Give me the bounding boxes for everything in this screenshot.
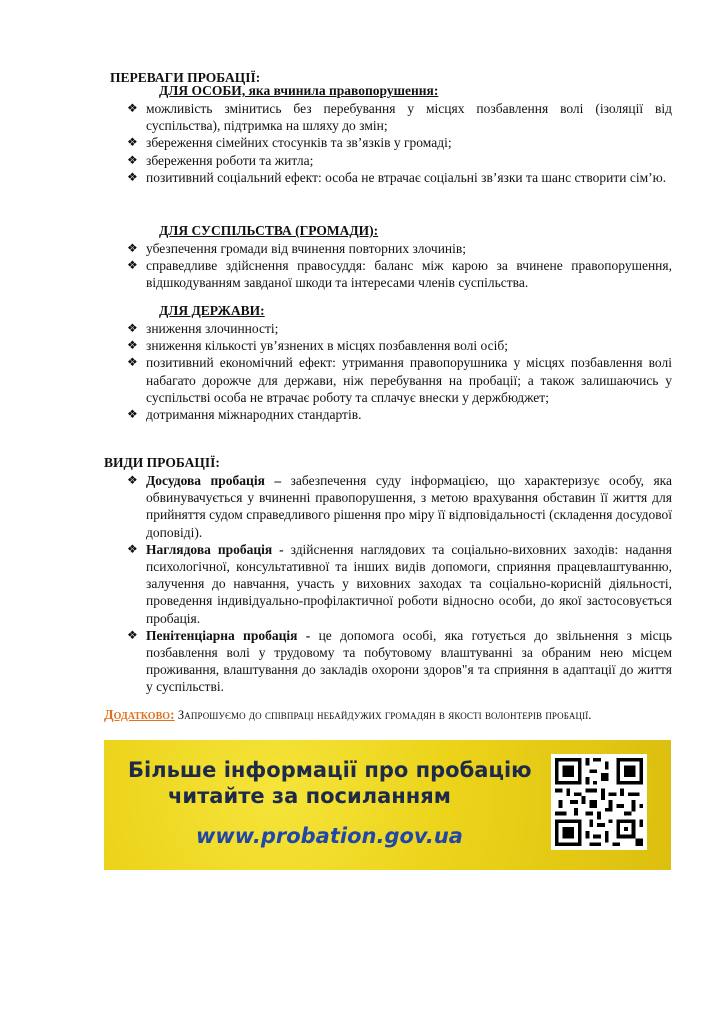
list-item: ❖ Пенітенціарна пробація - це допомога особі, яка готується до звільнення з місць позбавлення волі у трудовому та побутовому влаштуванні за обраним нею місцем проживання, влаштування до закладів охорони здоров"я та сприяння в адаптації до життя у суспільстві. [127, 627, 672, 695]
diamond-bullet-icon: ❖ [127, 169, 138, 184]
list-item: ❖ позитивний соціальний ефект: особа не втрачає соціальні зв’язки та шанс створити сім’ю. [127, 169, 667, 185]
list-item: ❖ Наглядова пробація - здійснення наглядових та соціально-виховних заходів: надання психологічної, консультативної та інших видів допомоги, сприяння працевлаштуванню, залучення до навчання, участь у виховних заходах та соціально-корисній діяльності, проведення індивідуально-профілактичної роботи відносно особи, до якої застосовується пробація. [127, 541, 672, 626]
diamond-bullet-icon: ❖ [127, 627, 138, 642]
person-subtitle: ДЛЯ ОСОБИ, яка вчинила правопорушення: [159, 83, 439, 98]
society-subtitle: ДЛЯ СУСПІЛЬСТВА (ГРОМАДИ): [159, 223, 379, 238]
qr-code-icon[interactable] [551, 754, 647, 850]
probation-website-link[interactable]: www.probation.gov.ua [196, 824, 463, 848]
list-item: ❖ справедливе здійснення правосуддя: баланс між карою за вчинене правопорушення, відшкодуванням завданої шкоди та інтересами членів суспільства. [127, 258, 672, 291]
diamond-bullet-icon: ❖ [127, 355, 138, 370]
list-item: ❖ збереження сімейних стосунків та зв’язків у громаді; [127, 135, 452, 151]
list-item: ❖ позитивний економічний ефект: утримання правопорушника у місцях позбавлення волі набагато дорожче для держави, ніж перебування на пробації; а також залишаючись у суспільстві особа не втрачає роботу та сплачує внески у держбюджет; [127, 355, 672, 405]
diamond-bullet-icon: ❖ [127, 152, 138, 167]
probation-types-list [124, 472, 672, 696]
banner-line-1: Більше інформації про пробацію [128, 758, 532, 782]
list-item: ❖ зниження злочинності; [127, 321, 279, 336]
additional-label: Додатково: [104, 708, 175, 723]
list-item: ❖ Досудова пробація – забезпечення суду інформацією, що характеризує особу, яка обвинувачується у вчиненні правопорушення, з метою врахування обставин її життя для прийняття судом справедливого рішення про міру її відповідальності (складення досудової доповіді). [127, 473, 673, 540]
diamond-bullet-icon: ❖ [127, 541, 138, 556]
list-item: ❖ убезпечення громади від вчинення повторних злочинів; [127, 241, 467, 256]
society-benefits-list [124, 240, 672, 292]
list-item: ❖ збереження роботи та житла; [127, 152, 314, 168]
person-benefits-list [124, 100, 672, 186]
state-subtitle: ДЛЯ ДЕРЖАВИ: [159, 303, 265, 318]
list-item: ❖ зниження кількості ув’язнених в місцях позбавлення волі осіб; [127, 338, 508, 354]
diamond-bullet-icon: ❖ [127, 338, 138, 353]
diamond-bullet-icon: ❖ [127, 241, 138, 255]
diamond-bullet-icon: ❖ [127, 473, 138, 487]
list-item: ❖ можливість змінитись без перебування у місцях позбавлення волі (ізоляції від суспільства), підтримка на шляху до змін; [127, 101, 672, 134]
diamond-bullet-icon: ❖ [127, 258, 138, 273]
diamond-bullet-icon: ❖ [127, 135, 138, 150]
info-banner [104, 740, 671, 870]
diamond-bullet-icon: ❖ [127, 101, 138, 115]
types-title: ВИДИ ПРОБАЦІЇ: [104, 455, 220, 470]
state-benefits-list [124, 320, 672, 423]
banner-line-2: читайте за посиланням [168, 784, 451, 808]
diamond-bullet-icon: ❖ [127, 407, 138, 422]
volunteer-invitation: Додатково: Запрошуємо до співпраці небайдужих громадян в якості волонтерів пробації. [104, 708, 592, 723]
list-item: ❖ дотримання міжнародних стандартів. [127, 407, 362, 423]
diamond-bullet-icon: ❖ [127, 321, 138, 335]
benefits-title: ПЕРЕВАГИ ПРОБАЦІЇ: [110, 70, 261, 85]
